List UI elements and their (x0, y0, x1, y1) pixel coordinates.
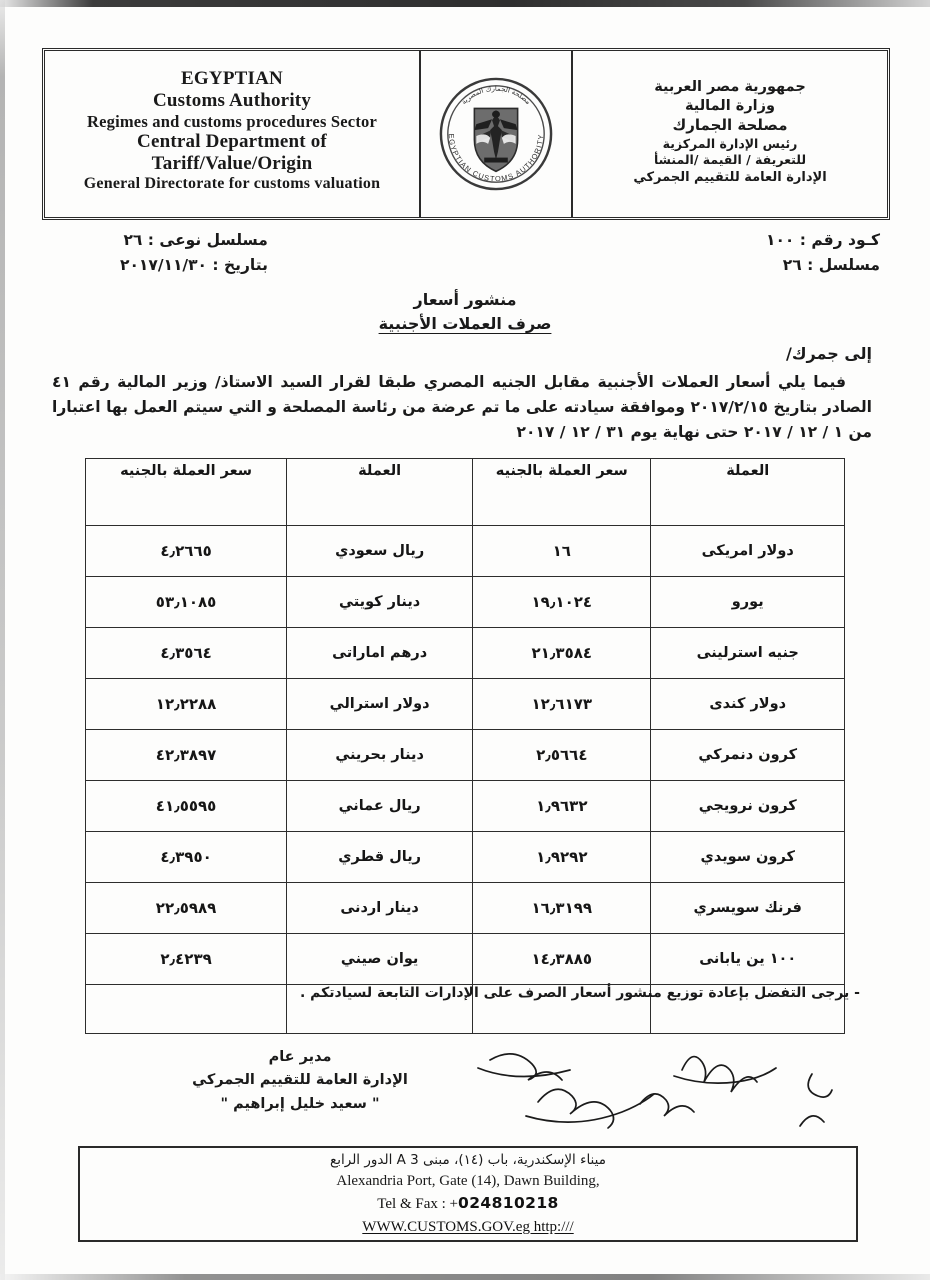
handwritten-signatures (430, 1030, 850, 1150)
currency-rate: ٢١٫٣٥٨٤ (473, 628, 651, 679)
currency-name: دولار امريكى (651, 526, 845, 577)
letterhead-ar-line-5: للتعريفة / القيمة /المنشأ (653, 152, 807, 168)
letterhead-en-line-1: EGYPTIAN (181, 68, 283, 90)
currency-name: دينار اردنى (287, 883, 473, 934)
table-row (86, 883, 845, 934)
letterhead-ar-line-4: رئيس الإدارة المركزية (662, 135, 798, 151)
currency-name: درهم اماراتى (287, 628, 473, 679)
currency-name: دولار كندى (651, 679, 845, 730)
distribution-note: - يرجى التفضل بإعادة توزيع منشور أسعار الصرف على الإدارات التابعة لسيادتكم . (299, 985, 860, 1001)
table-row (86, 577, 845, 628)
currency-rate: ١٦٫٣١٩٩ (473, 883, 651, 934)
letterhead (42, 48, 890, 220)
currency-rate: ١٤٫٣٨٨٥ (473, 934, 651, 985)
signatory-title-line-2: الإدارة العامة للتقييم الجمركي (192, 1072, 408, 1089)
table-row (86, 730, 845, 781)
currency-rate: ١٦ (473, 526, 651, 577)
currency-name: دينار كويتي (287, 577, 473, 628)
column-header-rate-right: سعر العملة بالجنيه (473, 459, 651, 526)
column-header-rate-left: سعر العملة بالجنيه (86, 459, 287, 526)
currency-name: جنيه استرلينى (651, 628, 845, 679)
table-row (86, 628, 845, 679)
letterhead-ar-line-2: وزارة المالية (684, 98, 776, 115)
currency-name: يورو (651, 577, 845, 628)
footer-address-english: Alexandria Port, Gate (14), Dawn Building, (336, 1172, 600, 1189)
currency-name: يوان صيني (287, 934, 473, 985)
letterhead-en-line-6: General Directorate for customs valuation (83, 175, 381, 193)
serial-number: مسلسل : ٢٦ (782, 256, 880, 275)
code-number: كـود رقم : ١٠٠ (766, 231, 880, 249)
scan-edge-left (0, 0, 5, 1280)
egyptian-customs-authority-emblem-icon (437, 75, 555, 193)
currency-name: ريال عماني (287, 781, 473, 832)
footer-telephone (377, 1192, 558, 1216)
currency-rate: ١٫٩٦٣٢ (473, 781, 651, 832)
currency-rate: ٥٣٫١٠٨٥ (86, 577, 287, 628)
scan-edge-top (0, 0, 930, 7)
svg-text:مصلحة الجمارك المصرية: مصلحة الجمارك المصرية (459, 84, 533, 107)
currency-name: كرون نرويجي (651, 781, 845, 832)
currency-name: ريال قطري (287, 832, 473, 883)
table-row (86, 781, 845, 832)
exchange-rates-table (85, 458, 845, 1034)
document-title (0, 288, 930, 336)
currency-rate: ١٢٫٢٢٨٨ (86, 679, 287, 730)
currency-rate (86, 985, 287, 1034)
currency-name: ريال سعودي (287, 526, 473, 577)
svg-text:EGYPTIAN CUSTOMS AUTHORITY: EGYPTIAN CUSTOMS AUTHORITY (446, 133, 546, 184)
currency-rate: ١٢٫٦١٧٣ (473, 679, 651, 730)
document-title-line-1: منشور أسعار (413, 290, 517, 309)
footer-telephone-label: Tel & Fax : + (377, 1196, 459, 1213)
letterhead-ar-line-6: الإدارة العامة للتقييم الجمركي (633, 169, 827, 185)
table-row (86, 934, 845, 985)
currency-rate: ٤٫٢٦٦٥ (86, 526, 287, 577)
footer-address-box (78, 1146, 858, 1242)
table-header-row (86, 459, 845, 526)
signatory-name: " سعيد خليل إبراهيم " (220, 1095, 380, 1112)
signature-block (155, 1046, 445, 1116)
body-paragraph (52, 370, 872, 445)
letterhead-ar-line-3: مصلحة الجمارك (672, 116, 788, 135)
letterhead-english (45, 51, 421, 217)
column-header-currency-right: العملة (651, 459, 845, 526)
column-header-currency-left: العملة (287, 459, 473, 526)
letterhead-emblem-cell (421, 51, 573, 217)
currency-rate: ٤٫٣٥٦٤ (86, 628, 287, 679)
type-serial-block (120, 228, 268, 278)
document-title-line-2: صرف العملات الأجنبية (378, 314, 552, 333)
currency-rate: ٢٫٥٦٦٤ (473, 730, 651, 781)
currency-name: كرون دنمركي (651, 730, 845, 781)
code-serial-block (766, 228, 880, 278)
letterhead-en-line-5: Tariff/Value/Origin (151, 153, 313, 175)
currency-name: ١٠٠ ين يابانى (651, 934, 845, 985)
letterhead-arabic (573, 51, 887, 217)
currency-name: دينار بحريني (287, 730, 473, 781)
currency-name: فرنك سويسري (651, 883, 845, 934)
issue-date: بتاريخ : ٢٠١٧/١١/٣٠ (120, 256, 268, 275)
footer-address-arabic: ميناء الإسكندرية، باب (١٤)، مبنى 3 A الدور الرابع (330, 1151, 606, 1168)
letterhead-en-line-3: Regimes and customs procedures Sector (86, 112, 377, 132)
currency-rate: ٤١٫٥٥٩٥ (86, 781, 287, 832)
currency-rate: ٢٢٫٥٩٨٩ (86, 883, 287, 934)
currency-name: كرون سويدي (651, 832, 845, 883)
letterhead-en-line-4: Central Department of (137, 131, 327, 153)
table-row (86, 832, 845, 883)
signatory-title-line-1: مدير عام (268, 1049, 332, 1065)
salutation: إلى جمرك/ (786, 344, 872, 363)
currency-rate: ٤٢٫٣٨٩٧ (86, 730, 287, 781)
table-body (86, 526, 845, 1034)
table-row (86, 679, 845, 730)
currency-rate: ١٫٩٢٩٢ (473, 832, 651, 883)
body-paragraph-text: فيما يلي أسعار العملات الأجنبية مقابل الجنيه المصري طبقا لقرار السيد الاستاذ/ وزير المالية رقم ٤١ الصادر بتاريخ ٢٠١٧/٢/١٥ وموافقة سيادته على ما تم عرضة من رئاسة المصلحة و التي سيتم العمل بها اعتبارا من ١ / ١٢ / ٢٠١٧ حتى نهاية يوم ٣١ / ١٢ / ٢٠١٧ (52, 373, 872, 442)
scan-edge-bottom (0, 1274, 930, 1280)
footer-telephone-number: 024810218 (458, 1194, 559, 1213)
currency-rate: ٤٫٣٩٥٠ (86, 832, 287, 883)
type-serial-number: مسلسل نوعى : ٢٦ (123, 231, 268, 249)
letterhead-ar-line-1: جمهورية مصر العربية (654, 78, 806, 95)
table-row (86, 526, 845, 577)
footer-website[interactable]: WWW.CUSTOMS.GOV.eg http:/// (362, 1218, 574, 1235)
currency-rate: ١٩٫١٠٢٤ (473, 577, 651, 628)
letterhead-en-line-2: Customs Authority (152, 90, 312, 112)
currency-name: دولار استرالي (287, 679, 473, 730)
currency-rate: ٢٫٤٢٣٩ (86, 934, 287, 985)
